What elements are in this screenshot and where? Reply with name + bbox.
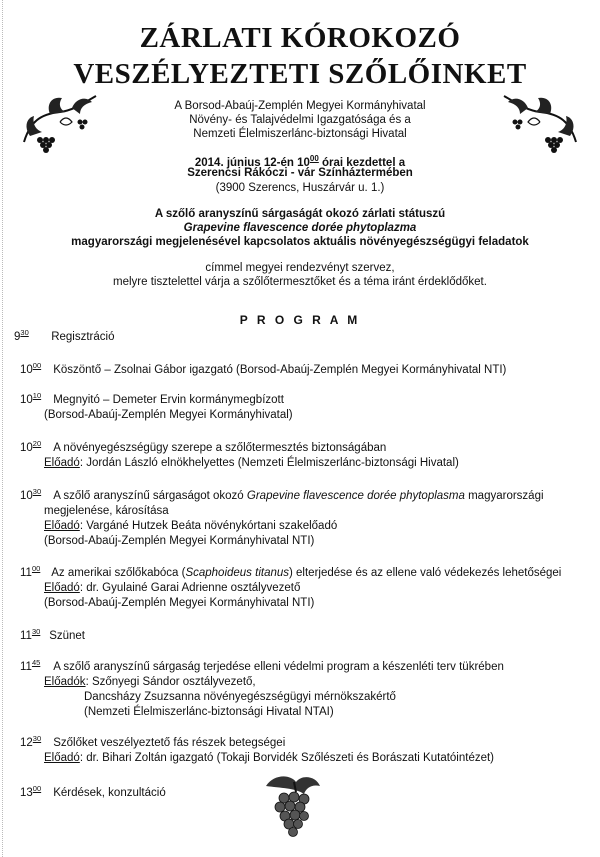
event-venue: Szerencsi Rákóczi - vár Színháztermében xyxy=(187,167,413,179)
program-item-1145: $11^{45}$ A szőlő aranyszínű sárgaság terjedése elleni védelmi program a készenléti terv tükrében Előadók: Szőnyegi Sándor osztályvezető, Dancsházy Zsuzsanna növényegészségügyi mérnökszakértő (Nemzeti Élelmiszerlánc-biztonsági Hivatal NTAI) xyxy=(20,658,504,718)
invite-line-1: címmel megyei rendezvényt szervez, xyxy=(205,262,395,274)
organizer-line-2: Növény- és Talajvédelmi Igazgatósága és a xyxy=(189,114,411,126)
grape-bunch-icon xyxy=(256,772,326,840)
program-item-1300: $13^{00}$ Kérdések, konzultáció xyxy=(20,784,166,799)
title-line-1: ZÁRLATI KÓROKOZÓ xyxy=(139,22,461,54)
program-item-1010: $10^{10}$ Megnyitó – Demeter Ervin kormánymegbízott (Borsod-Abaúj-Zemplén Megyei Kormányhivatal) xyxy=(20,391,293,421)
event-date: 2014. június 12-én $10^{00}$ órai kezdettel a xyxy=(194,154,406,169)
topic-line-2: Grapevine flavescence dorée phytoplazma xyxy=(183,222,417,234)
invite-line-2: melyre tisztelettel várja a szőlőtermesztőket és a téma iránt érdeklődőket. xyxy=(113,276,487,288)
topic-line-1: A szőlő aranyszínű sárgaságát okozó zárlati státuszú xyxy=(154,208,446,220)
time: $9^{30}$ xyxy=(14,328,29,343)
program-item-1000: $10^{00}$ Köszöntő – Zsolnai Gábor igazgató (Borsod-Abaúj-Zemplén Megyei Kormányhivatal NTI) xyxy=(20,361,507,376)
program-heading: P R O G R A M xyxy=(239,313,361,327)
program-item-1100: $11^{00}$ Az amerikai szőlőkabóca (Scaphoideus titanus) elterjedése és az ellene való védekezés lehetőségei Előadó: dr. Gyulainé Garai Adrienne osztályvezető (Borsod-Abaúj-Zemplén Megyei Kormányhivatal NTI) xyxy=(20,564,562,609)
program-item-1030: $10^{30}$ A szőlő aranyszínű sárgaságot okozó Grapevine flavescence dorée phytoplasma magyarországi megjelenése, károsítása Előadó: Vargáné Hutzek Beáta növénykórtani szakelőadó (Borsod-Abaúj-Zemplén Megyei Kormányhivatal NTI) xyxy=(20,487,544,547)
topic-line-3: magyarországi megjelenésével kapcsolatos aktuális növényegészségügyi feladatok xyxy=(71,236,529,248)
program-item-1020: $10^{20}$ A növényegészségügy szerepe a szőlőtermesztés biztonságában Előadó: Jordán László elnökhelyettes (Nemzeti Élelmiszerlánc-biztonsági Hivatal) xyxy=(20,439,459,469)
program-item-1230: $12^{30}$ Szőlőket veszélyeztető fás részek betegségei Előadó: dr. Bihari Zoltán igazgató (Tokaji Borvidék Szőlészeti és Borászati Kutatóintézet) xyxy=(20,734,495,764)
program-item-1130: $11^{30}$ Szünet xyxy=(20,627,86,642)
program-item-0930: $9^{30}$ Regisztráció xyxy=(14,325,584,345)
organizer-line-1: A Borsod-Abaúj-Zemplén Megyei Kormányhivatal xyxy=(174,100,426,112)
title-line-2: VESZÉLYEZTETI SZŐLŐINKET xyxy=(73,58,527,90)
scan-edge xyxy=(2,0,4,857)
event-address: (3900 Szerencs, Huszárvár u. 1.) xyxy=(215,182,385,194)
organizer-line-3: Nemzeti Élelmiszerlánc-biztonsági Hivatal xyxy=(193,128,407,140)
